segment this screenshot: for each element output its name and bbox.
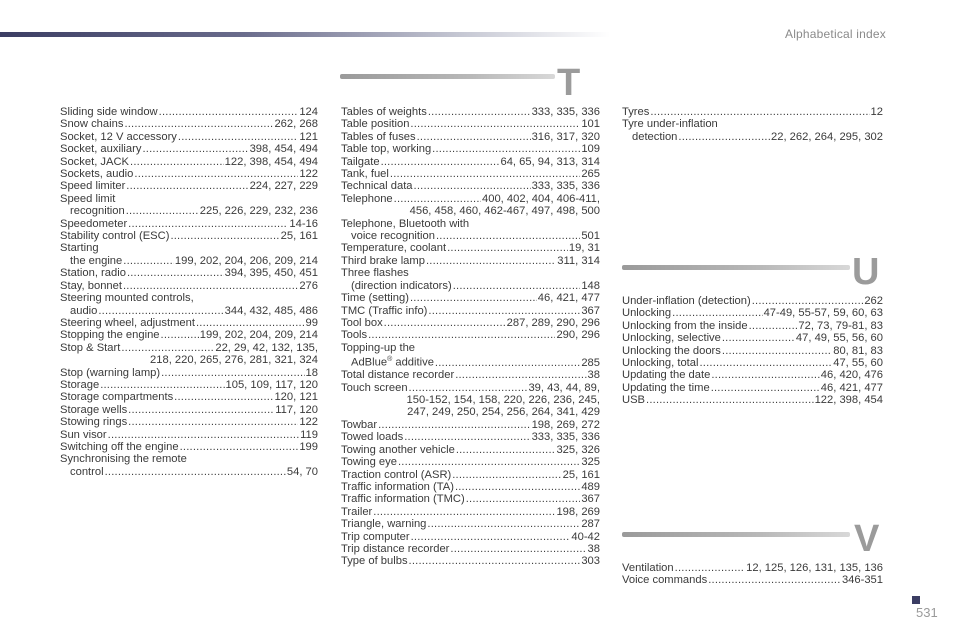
index-entry: Tool box ..... 287, 289, 290, 296 (341, 317, 600, 329)
index-subentry: detection ..... 22, 262, 264, 295, 302 (622, 131, 883, 143)
index-entry: USB ..... 122, 398, 454 (622, 394, 883, 406)
index-column-2 (341, 106, 600, 568)
index-entry: Unlocking ..... 47-49, 55-57, 59, 60, 63 (622, 307, 883, 319)
index-entry: Stability control (ESC) ..... 25, 161 (60, 230, 318, 242)
index-entry: Socket, JACK ..... 122, 398, 454, 494 (60, 156, 318, 168)
index-entry: Unlocking the doors ..... 80, 81, 83 (622, 345, 883, 357)
index-entry-heading: Three flashes (341, 267, 409, 280)
index-entry: Speed limiter ..... 224, 227, 229 (60, 180, 318, 192)
index-entry-continuation: 150-152, 154, 158, 220, 226, 236, 245, (406, 394, 600, 407)
index-entry-heading: Tyre under-inflation (622, 118, 718, 131)
index-entry: Trip distance recorder ..... 38 (341, 543, 600, 555)
page-header-title: Alphabetical index (784, 27, 886, 41)
additive-text: additive (392, 356, 434, 369)
index-entry: Towing another vehicle ..... 325, 326 (341, 444, 600, 456)
index-subentry: voice recognition ..... 501 (341, 230, 600, 242)
index-entry: Sockets, audio ..... 122 (60, 168, 318, 180)
index-subentry: the engine ..... 199, 202, 204, 206, 209, 214 (60, 255, 318, 267)
index-entry: Unlocking, total ..... 47, 55, 60 (622, 357, 883, 369)
index-entry: Traffic information (TMC) ..... 367 (341, 493, 600, 505)
index-entry: Ventilation ..... 12, 125, 126, 131, 135, 136 (622, 562, 883, 574)
index-entry: Storage compartments ..... 120, 121 (60, 391, 318, 403)
index-entry: Snow chains ..... 262, 268 (60, 118, 318, 130)
section-u-bar (622, 265, 850, 270)
index-entry: Storage wells ..... 117, 120 (60, 404, 318, 416)
index-entry-continuation: 247, 249, 250, 254, 256, 264, 341, 429 (407, 406, 600, 419)
index-entry: Total distance recorder ..... 38 (341, 369, 600, 381)
section-letter-u: U (852, 251, 880, 293)
index-entry: Tables of weights ..... 333, 335, 336 (341, 106, 600, 118)
index-subentry: control ..... 54, 70 (60, 466, 318, 478)
index-entry-heading: Starting (60, 242, 99, 255)
index-entry: Updating the time ..... 46, 421, 477 (622, 382, 883, 394)
index-entry: Table top, working ..... 109 (341, 143, 600, 155)
index-entry: Type of bulbs ..... 303 (341, 555, 600, 567)
index-entry-heading: Topping-up the (341, 341, 416, 354)
index-subentry: recognition ..... 225, 226, 229, 232, 236 (60, 205, 318, 217)
header-bar (0, 32, 610, 37)
page-number: 531 (916, 605, 938, 620)
index-column-1 (60, 106, 318, 478)
index-entry-heading: Telephone, Bluetooth with (341, 217, 470, 230)
index-entry: Time (setting) ..... 46, 421, 477 (341, 292, 600, 304)
registered-mark: ® (387, 356, 393, 364)
index-entry: Storage ..... 105, 109, 117, 120 (60, 379, 318, 391)
index-entry: Traffic information (TA) ..... 489 (341, 481, 600, 493)
adblue-text: AdBlue (351, 356, 388, 369)
index-entry: Traction control (ASR) ..... 25, 161 (341, 469, 600, 481)
index-entry: Trailer ..... 198, 269 (341, 506, 600, 518)
index-entry: Table position ..... 101 (341, 118, 600, 130)
index-entry: Touch screen ..... 39, 43, 44, 89, (341, 382, 600, 394)
index-entry: Unlocking from the inside ..... 72, 73, 79-81, 83 (622, 320, 883, 332)
index-entry: Stopping the engine ..... 199, 202, 204, 209, 214 (60, 329, 318, 341)
index-entry: Stowing rings ..... 122 (60, 416, 318, 428)
index-entry: Tools ..... 290, 296 (341, 329, 600, 341)
index-entry: Third brake lamp ..... 311, 314 (341, 255, 600, 267)
index-entry: Telephone ..... 400, 402, 404, 406-411, (341, 193, 600, 205)
index-entry: Stop & Start ..... 22, 29, 42, 132, 135, (60, 342, 318, 354)
index-column-3-t (622, 106, 883, 143)
section-v-bar (622, 532, 850, 537)
index-entry: Sliding side window ..... 124 (60, 106, 318, 118)
index-entry: Socket, 12 V accessory ..... 121 (60, 131, 318, 143)
page-marker-square (912, 596, 920, 604)
index-entry: Voice commands ..... 346-351 (622, 574, 883, 586)
index-entry: TMC (Traffic info) ..... 367 (341, 305, 600, 317)
index-entry: Stop (warning lamp) ..... 18 (60, 367, 318, 379)
index-entry: Towed loads ..... 333, 335, 336 (341, 431, 600, 443)
index-column-3-u (622, 295, 883, 407)
index-entry: Tables of fuses ..... 316, 317, 320 (341, 131, 600, 143)
index-entry: Stay, bonnet ..... 276 (60, 280, 318, 292)
index-entry-heading: Steering mounted controls, (60, 292, 194, 305)
index-subentry: (direction indicators) ..... 148 (341, 280, 600, 292)
index-entry-continuation: 456, 458, 460, 462-467, 497, 498, 500 (409, 205, 600, 218)
index-entry: Technical data ..... 333, 335, 336 (341, 180, 600, 192)
index-column-3-v (622, 562, 883, 587)
index-entry: Updating the date ..... 46, 420, 476 (622, 369, 883, 381)
index-entry: Under-inflation (detection) ..... 262 (622, 295, 883, 307)
index-entry: Unlocking, selective ..... 47, 49, 55, 56, 60 (622, 332, 883, 344)
index-entry: Speedometer ..... 14-16 (60, 218, 318, 230)
section-letter-v: V (854, 518, 880, 560)
index-entry: Trip computer ..... 40-42 (341, 531, 600, 543)
index-entry-heading: Synchronising the remote (60, 453, 187, 466)
index-entry: Steering wheel, adjustment ..... 99 (60, 317, 318, 329)
index-entry: Tailgate ..... 64, 65, 94, 313, 314 (341, 156, 600, 168)
index-entry: Sun visor ..... 119 (60, 429, 318, 441)
index-entry: Triangle, warning ..... 287 (341, 518, 600, 530)
index-entry: Switching off the engine ..... 199 (60, 441, 318, 453)
index-entry: Temperature, coolant ..... 19, 31 (341, 242, 600, 254)
index-entry: Station, radio ..... 394, 395, 450, 451 (60, 267, 318, 279)
index-entry-heading: Speed limit (60, 192, 116, 205)
index-entry: Socket, auxiliary ..... 398, 454, 494 (60, 143, 318, 155)
index-entry: Tank, fuel ..... 265 (341, 168, 600, 180)
index-subentry: audio ..... 344, 432, 485, 486 (60, 305, 318, 317)
index-entry-continuation: 218, 220, 265, 276, 281, 321, 324 (150, 354, 318, 367)
index-entry: Towbar ..... 198, 269, 272 (341, 419, 600, 431)
index-subentry: AdBlue® additive ..... 285 (341, 354, 600, 369)
section-t-bar (340, 74, 555, 79)
index-entry: Towing eye ..... 325 (341, 456, 600, 468)
section-letter-t: T (557, 62, 581, 104)
index-entry: Tyres ..... 12 (622, 106, 883, 118)
